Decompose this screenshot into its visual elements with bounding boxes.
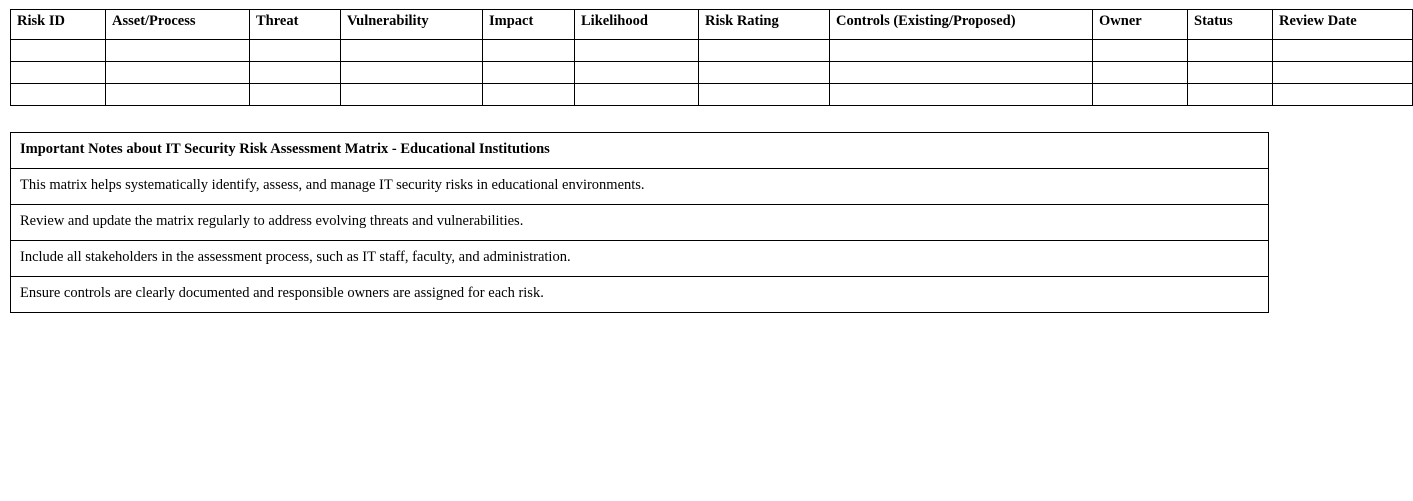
cell-vulnerability[interactable] [341,40,483,62]
column-header-status: Status [1188,10,1273,40]
cell-owner[interactable] [1093,62,1188,84]
column-header-controls: Controls (Existing/Proposed) [830,10,1093,40]
matrix-table [10,9,1413,106]
cell-review-date[interactable] [1273,40,1413,62]
notes-table [10,132,1269,313]
cell-status[interactable] [1188,62,1273,84]
cell-vulnerability[interactable] [341,84,483,106]
cell-asset-process[interactable] [106,40,250,62]
column-header-threat: Threat [250,10,341,40]
matrix-body [11,40,1413,106]
column-header-risk-id: Risk ID [11,10,106,40]
cell-likelihood[interactable] [575,40,699,62]
column-header-vulnerability: Vulnerability [341,10,483,40]
list-item [11,241,1269,277]
cell-review-date[interactable] [1273,84,1413,106]
cell-risk-rating[interactable] [699,84,830,106]
cell-likelihood[interactable] [575,84,699,106]
cell-threat[interactable] [250,62,341,84]
list-item [11,169,1269,205]
column-header-review-date: Review Date [1273,10,1413,40]
cell-risk-id[interactable] [11,84,106,106]
list-item [11,277,1269,313]
notes-heading-row [11,133,1269,169]
cell-likelihood[interactable] [575,62,699,84]
cell-risk-rating[interactable] [699,40,830,62]
cell-impact[interactable] [483,40,575,62]
important-notes-section [10,132,1269,313]
note-text: Include all stakeholders in the assessment process, such as IT staff, faculty, and administration. [11,241,1269,277]
column-header-risk-rating: Risk Rating [699,10,830,40]
cell-controls[interactable] [830,84,1093,106]
notes-heading: Important Notes about IT Security Risk Assessment Matrix - Educational Institutions [11,133,1269,169]
column-header-owner: Owner [1093,10,1188,40]
cell-threat[interactable] [250,84,341,106]
cell-risk-rating[interactable] [699,62,830,84]
note-text: Review and update the matrix regularly to address evolving threats and vulnerabilities. [11,205,1269,241]
matrix-header-row [11,10,1413,40]
note-text: Ensure controls are clearly documented and responsible owners are assigned for each risk. [11,277,1269,313]
table-row[interactable] [11,62,1413,84]
cell-owner[interactable] [1093,84,1188,106]
notes-body [11,133,1269,313]
table-row[interactable] [11,40,1413,62]
cell-status[interactable] [1188,84,1273,106]
cell-asset-process[interactable] [106,84,250,106]
table-row[interactable] [11,84,1413,106]
cell-impact[interactable] [483,62,575,84]
risk-assessment-matrix [10,9,1357,106]
cell-review-date[interactable] [1273,62,1413,84]
cell-impact[interactable] [483,84,575,106]
cell-threat[interactable] [250,40,341,62]
cell-owner[interactable] [1093,40,1188,62]
cell-risk-id[interactable] [11,62,106,84]
matrix-header [11,10,1413,40]
note-text: This matrix helps systematically identify, assess, and manage IT security risks in educational environments. [11,169,1269,205]
cell-asset-process[interactable] [106,62,250,84]
cell-controls[interactable] [830,62,1093,84]
column-header-likelihood: Likelihood [575,10,699,40]
column-header-impact: Impact [483,10,575,40]
list-item [11,205,1269,241]
cell-status[interactable] [1188,40,1273,62]
column-header-asset-process: Asset/Process [106,10,250,40]
cell-vulnerability[interactable] [341,62,483,84]
cell-controls[interactable] [830,40,1093,62]
cell-risk-id[interactable] [11,40,106,62]
